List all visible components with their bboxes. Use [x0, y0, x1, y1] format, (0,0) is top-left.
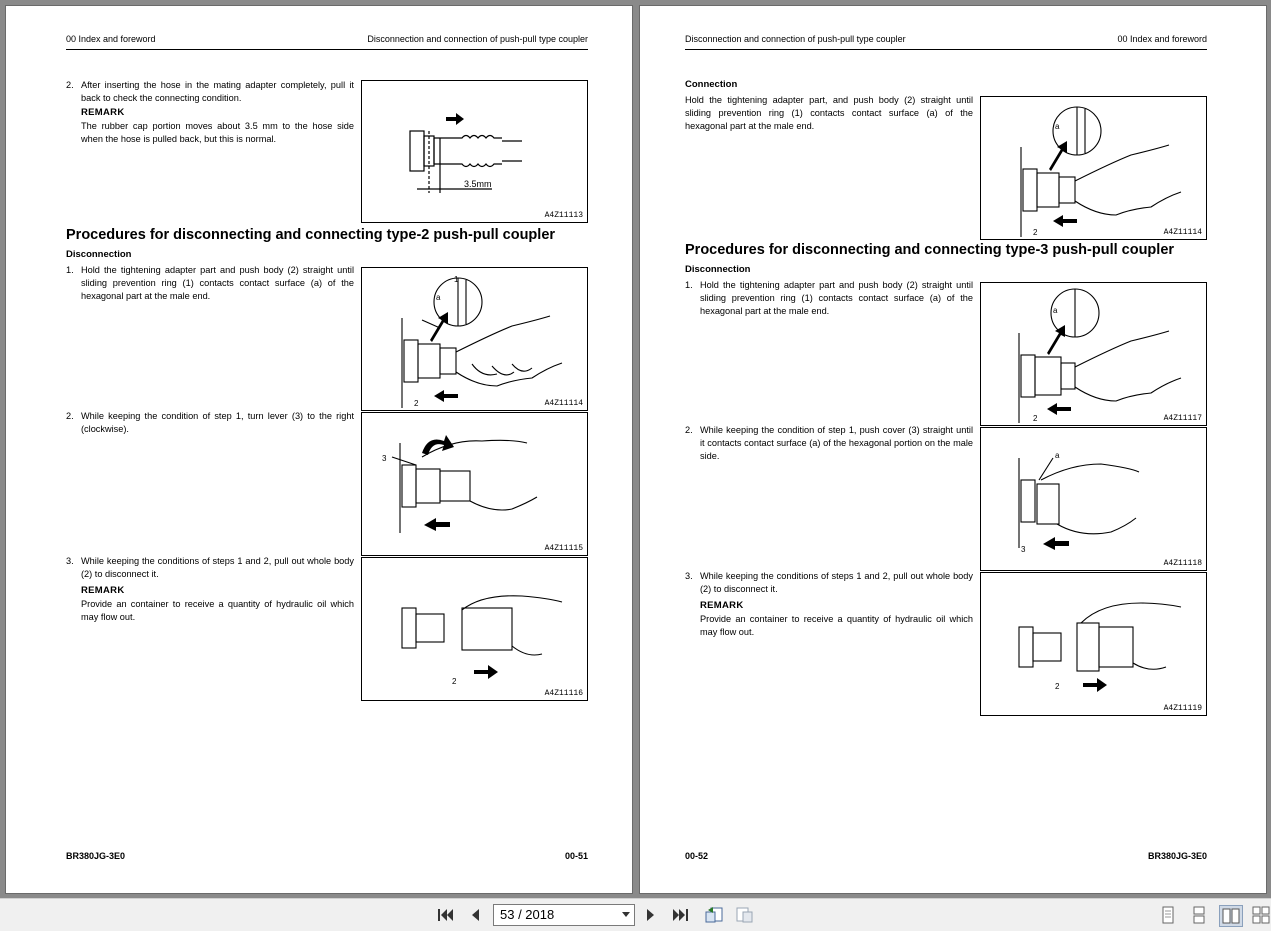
subsection-title: Disconnection	[66, 249, 132, 260]
chevron-down-icon	[622, 912, 630, 917]
header-left: 00 Index and foreword	[66, 34, 156, 44]
last-page-icon[interactable]	[670, 905, 692, 925]
figure-id: A4Z11114	[544, 399, 583, 408]
remark-text: The rubber cap portion moves about 3.5 mm to the hose side when the hose is pulled back, but this is normal.	[81, 121, 354, 144]
header-right: 00 Index and foreword	[1117, 34, 1207, 44]
step-text: Hold the tightening adapter part and push body (2) straight until sliding prevention ring (1) contacts contact surface (a) of the hexagonal part at the male end.	[700, 280, 973, 316]
footer-model: BR380JG-3E0	[1147, 851, 1207, 861]
continuous-facing-icon[interactable]	[1250, 905, 1271, 925]
type3-hand-drawing	[981, 283, 1206, 425]
step-text: While keeping the condition of step 1, turn lever (3) to the right (clockwise).	[81, 411, 354, 434]
coupler-hand-drawing	[362, 268, 587, 410]
footer-page-number: 00-51	[564, 851, 588, 861]
forward-view-icon[interactable]	[734, 905, 756, 925]
footer-model: BR380JG-3E0	[66, 851, 126, 861]
arrow-left-icon	[1043, 537, 1069, 550]
next-page-icon[interactable]	[640, 905, 662, 925]
callout-3: 3	[1021, 545, 1026, 554]
navigation-toolbar	[0, 898, 1271, 931]
callout-1: 1	[454, 275, 459, 284]
subsection-title: Connection	[685, 79, 738, 90]
header-rule	[66, 49, 588, 50]
step-number: 3.	[685, 571, 693, 581]
section-title: Procedures for disconnecting and connecting type-2 push-pull coupler	[66, 227, 556, 243]
callout-a: a	[436, 293, 441, 302]
remark-text: Provide an container to receive a quantity of hydraulic oil which may flow out.	[700, 614, 973, 637]
callout-a: a	[1055, 122, 1060, 131]
step-text: After inserting the hose in the mating adapter completely, pull it back to check the connecting condition.	[81, 80, 354, 103]
step-text: While keeping the conditions of steps 1 and 2, pull out whole body (2) to disconnect it.	[700, 571, 973, 594]
step-number: 1.	[685, 280, 693, 290]
figure-push-body	[361, 267, 588, 411]
pullout-hand-drawing	[362, 558, 587, 700]
callout-2: 2	[1033, 414, 1038, 423]
hose-coupler-drawing	[362, 81, 587, 222]
connection-text: Hold the tightening adapter part, and push body (2) straight until sliding prevention ring (1) contacts contact surface (a) of the hexagonal part at the male end.	[685, 95, 973, 131]
arrow-right-icon	[474, 665, 498, 679]
figure-push-body-type3	[980, 282, 1207, 426]
type3-pullout-drawing	[981, 573, 1206, 715]
callout-a: a	[1053, 306, 1058, 315]
arrow-left-icon	[424, 518, 450, 531]
figure-id: A4Z11113	[544, 211, 583, 220]
remark-text: Provide an container to receive a quantity of hydraulic oil which may flow out.	[81, 599, 354, 622]
callout-2: 2	[414, 399, 419, 408]
figure-id: A4Z11118	[1163, 559, 1202, 568]
step-text: While keeping the condition of step 1, push cover (3) straight until it contacts contact surface (a) of the hexagonal portion on the male side.	[700, 425, 973, 461]
figure-turn-lever	[361, 412, 588, 556]
callout-a: a	[1055, 451, 1060, 460]
figure-connection	[980, 96, 1207, 240]
callout-3: 3	[382, 454, 387, 463]
arrow-left-icon	[1047, 403, 1071, 415]
callout-2: 2	[1033, 228, 1038, 237]
step-text: Hold the tightening adapter part and push body (2) straight until sliding prevention ring (1) contacts contact surface (a) of the hexagonal part at the male end.	[81, 265, 354, 301]
connection-hand-drawing	[981, 97, 1206, 239]
figure-pull-out	[361, 557, 588, 701]
page-00-51	[6, 6, 632, 893]
callout-2: 2	[1055, 682, 1060, 691]
step-number: 3.	[66, 556, 74, 566]
callout-2: 2	[452, 677, 457, 686]
arrow-right-icon	[1083, 678, 1107, 692]
prev-page-icon[interactable]	[464, 905, 486, 925]
section-title: Procedures for disconnecting and connecting type-3 push-pull coupler	[685, 242, 1175, 258]
step-number: 2.	[685, 425, 693, 435]
step-number: 2.	[66, 80, 74, 90]
remark-label: REMARK	[700, 600, 744, 611]
footer-page-number: 00-52	[685, 851, 709, 861]
figure-id: A4Z11116	[544, 689, 583, 698]
figure-id: A4Z11115	[544, 544, 583, 553]
single-page-icon[interactable]	[1157, 905, 1179, 925]
dimension-label: 3.5mm	[464, 179, 492, 189]
figure-id: A4Z11119	[1163, 704, 1202, 713]
arrow-right-icon	[446, 113, 464, 125]
page-indicator: 53 / 2018	[500, 907, 555, 922]
lever-hand-drawing	[362, 413, 587, 555]
remark-label: REMARK	[81, 107, 125, 118]
header-right: Disconnection and connection of push-pull type coupler	[367, 34, 588, 44]
step-number: 1.	[66, 265, 74, 275]
figure-id: A4Z11117	[1163, 414, 1202, 423]
cover-hand-drawing	[981, 428, 1206, 570]
page-00-52	[640, 6, 1266, 893]
arrow-left-icon	[434, 390, 458, 402]
rotate-cw-icon	[422, 435, 454, 455]
continuous-icon[interactable]	[1188, 905, 1210, 925]
back-view-icon[interactable]	[703, 905, 725, 925]
remark-label: REMARK	[81, 585, 125, 596]
figure-id: A4Z11114	[1163, 228, 1202, 237]
figure-pull-out-type3	[980, 572, 1207, 716]
figure-push-cover	[980, 427, 1207, 571]
step-text: While keeping the conditions of steps 1 and 2, pull out whole body (2) to disconnect it.	[81, 556, 354, 579]
page-number-select[interactable]	[493, 904, 635, 926]
figure-hose-pullback	[361, 80, 588, 223]
arrow-left-icon	[1053, 215, 1077, 227]
facing-icon[interactable]	[1219, 905, 1243, 927]
header-rule	[685, 49, 1207, 50]
step-number: 2.	[66, 411, 74, 421]
header-left: Disconnection and connection of push-pull type coupler	[685, 34, 906, 44]
arrow-up-right-icon	[1047, 325, 1065, 355]
subsection-title: Disconnection	[685, 264, 751, 275]
first-page-icon[interactable]	[434, 905, 456, 925]
